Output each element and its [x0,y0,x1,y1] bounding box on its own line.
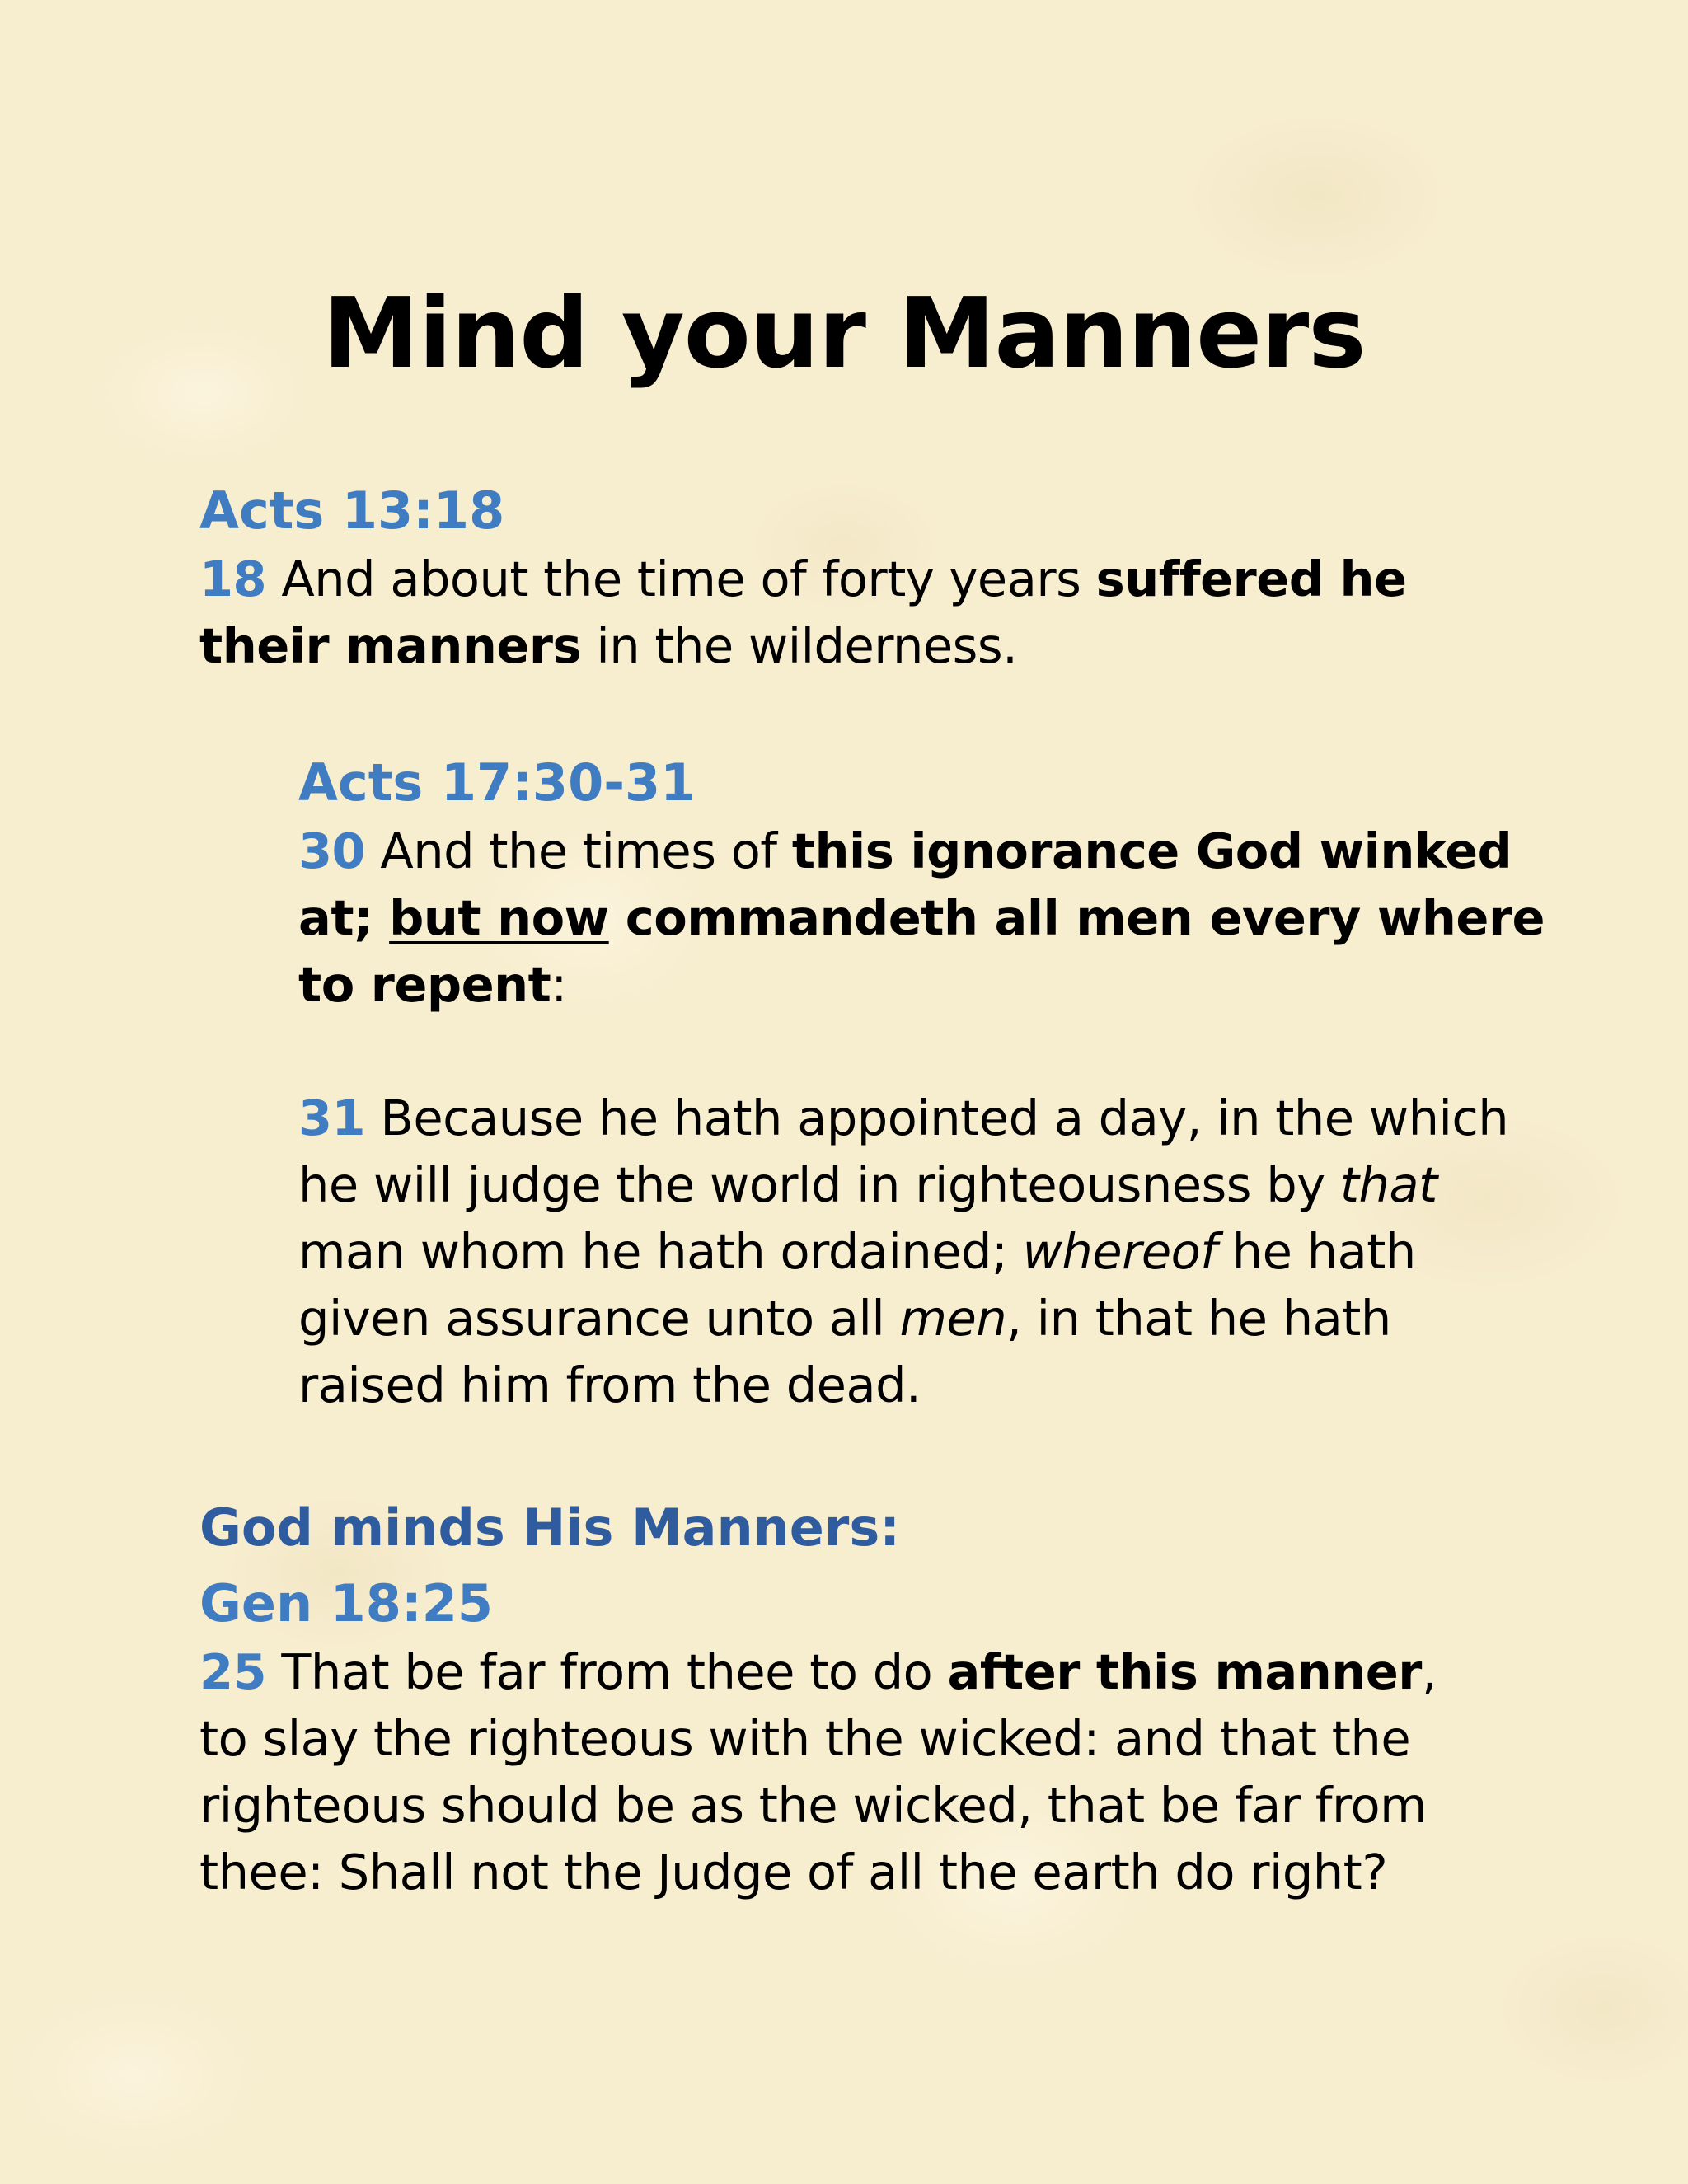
verse-number: 31 [298,1090,366,1146]
verse-25 [199,1638,1485,1905]
genesis-passage [199,1493,1485,1905]
verse-text: And about the time of forty years [266,551,1096,607]
scripture-reference-acts-13-18: Acts 13:18 [199,480,505,541]
verse-number: 25 [199,1643,267,1700]
verse-italic: men [899,1290,1007,1347]
verse-emphasis: suffered he their manners [199,551,1407,674]
verse-31 [298,1085,1551,1418]
verse-italic: whereof [1022,1223,1217,1280]
verse-emphasis: this ignorance God winked at; [298,823,1512,946]
page-title: Mind your Manners [322,276,1366,390]
verse-30 [298,818,1551,1018]
verse-text: man whom he hath ordained; [298,1223,1023,1280]
verse-text: , in that he hath raised him from the dead. [298,1290,1391,1413]
verse-text: And the times of [365,823,792,879]
verse-emphasis: commandeth all men every where to repent [298,889,1545,1013]
verse-number: 30 [298,823,366,879]
verse-emphasis-underlined: but now [389,889,609,946]
verse-text: That be far from thee to do [266,1643,948,1700]
verse-text: : [551,956,567,1013]
verse-text: he hath given assurance unto all [298,1223,1416,1347]
verse-number: 18 [199,551,267,607]
verse-18 [199,546,1485,679]
section-heading: God minds His Manners: [199,1497,901,1558]
verse-italic: that [1339,1156,1437,1213]
verse-text: Because he hath appointed a day, in the which he will judge the world in righteousness by [298,1090,1509,1213]
verse-text: in the wilderness. [581,617,1018,674]
verse-text: , to slay the righteous with the wicked: and that the righteous should be as the wicked, that be far from thee: Shall not the Judge of all the earth do right? [199,1643,1437,1900]
scripture-reference-acts-17-30-31: Acts 17:30-31 [298,752,696,813]
verse-emphasis: after this manner [947,1643,1422,1700]
acts-13-passage [199,476,1485,679]
scripture-reference-gen-18-25: Gen 18:25 [199,1573,494,1633]
acts-17-passage [298,748,1551,1418]
